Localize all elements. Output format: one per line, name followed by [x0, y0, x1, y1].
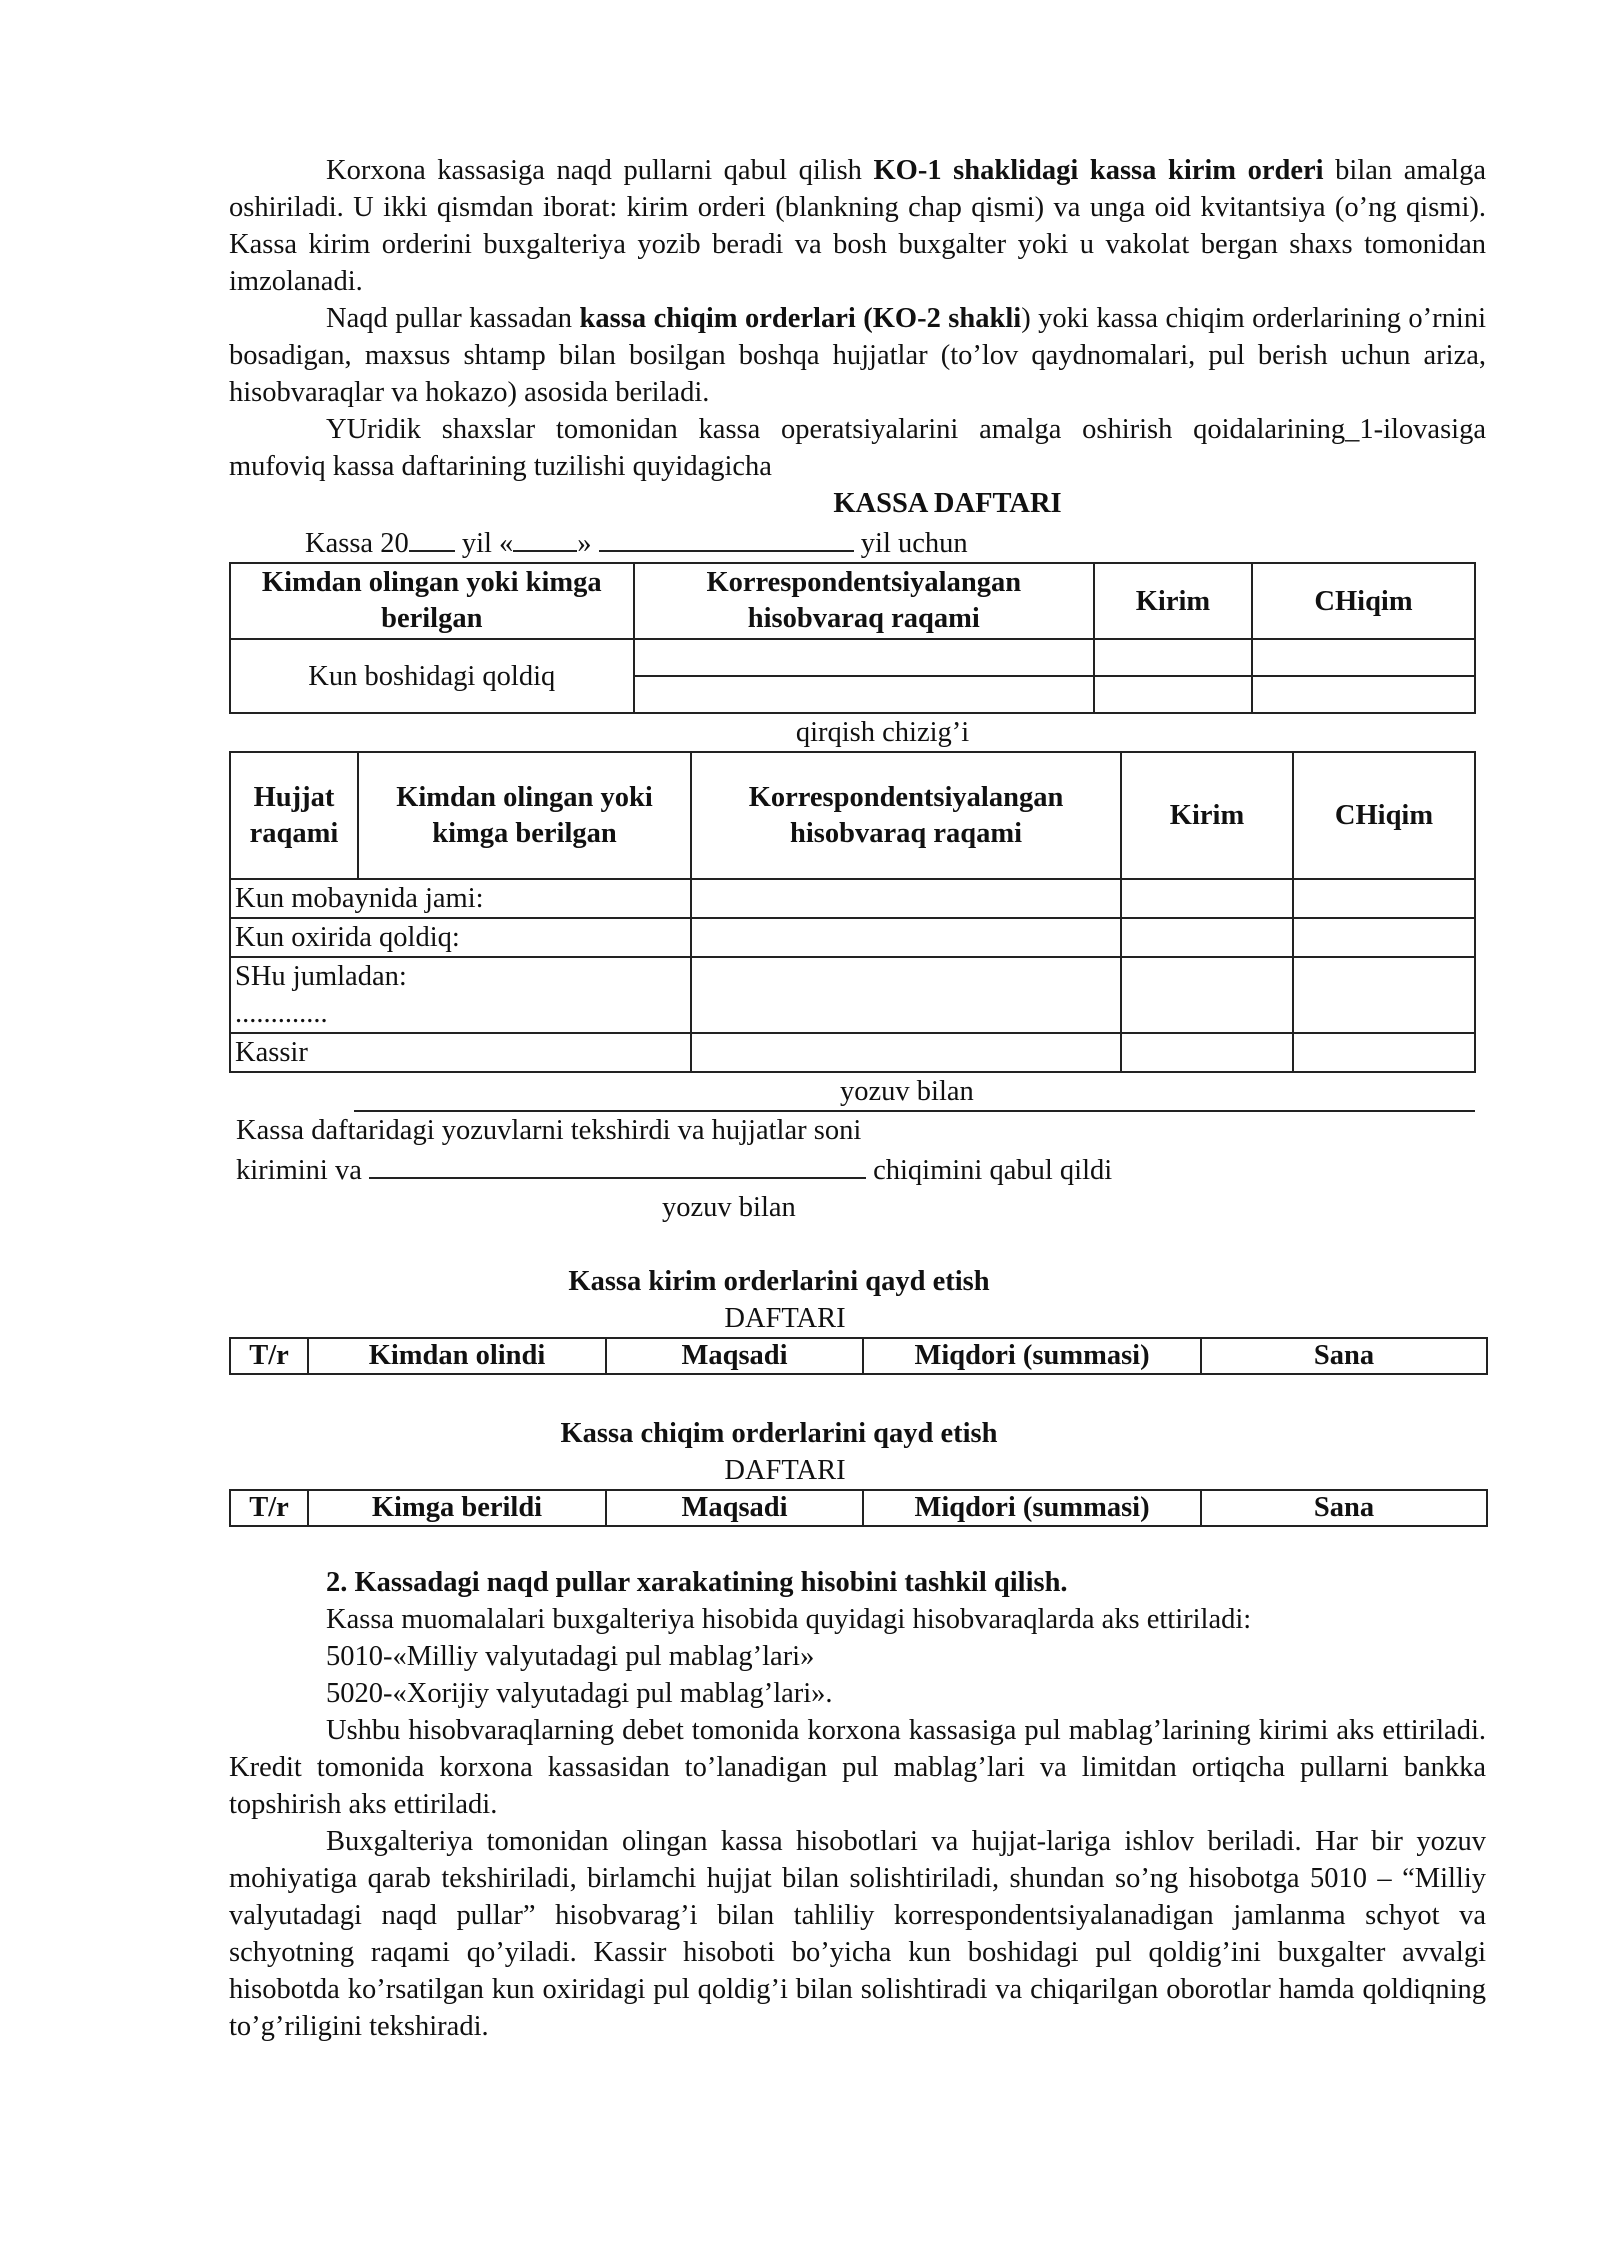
header-cell: Korrespondentsiyalangan hisobvaraq raqami [634, 563, 1094, 639]
text: yil uchun [853, 528, 968, 559]
table-row [230, 1033, 1475, 1072]
cut-line-label: qirqish chizig’i [795, 717, 970, 748]
kassa-daftari-title: KASSA DAFTARI [833, 488, 1062, 519]
signature-line [354, 1073, 1475, 1112]
text-line: 5010-«Milliy valyutadagi pul mablag’lari» [326, 1641, 815, 1672]
empty-cell [1252, 676, 1475, 713]
header-cell: Sana [1201, 1338, 1487, 1374]
table-header-row [230, 1338, 1487, 1374]
header-cell: Hujjat raqami [230, 752, 358, 879]
header-cell: Maqsadi [606, 1490, 863, 1526]
row-label: Kun mobaynida jami: [230, 879, 691, 918]
header-cell: Miqdori (summasi) [863, 1490, 1201, 1526]
blank-line [513, 522, 577, 552]
header-cell: Sana [1201, 1490, 1487, 1526]
check-line-1: Kassa daftaridagi yozuvlarni tekshirdi va hujjatlar soni [236, 1115, 862, 1146]
document-page [229, 152, 1486, 2045]
kirim-register-subtitle: DAFTARI [724, 1303, 846, 1334]
chiqim-register-title: Kassa chiqim orderlarini qayd etish [560, 1418, 998, 1449]
empty-cell [1293, 1033, 1475, 1072]
check-line-2 [229, 1149, 1486, 1189]
header-cell: Kimdan olingan yoki kimga berilgan [358, 752, 691, 879]
caption: yozuv bilan [840, 1076, 974, 1107]
chiqim-register-subtitle: DAFTARI [724, 1455, 846, 1486]
empty-cell [1121, 1033, 1293, 1072]
paragraph-ko1 [229, 152, 1486, 300]
header-cell: T/r [230, 1490, 308, 1526]
row-label: Kassir [230, 1033, 691, 1072]
empty-cell [1252, 639, 1475, 676]
text: ) yoki kassa chiqim orderlarining o’rnini bosadigan, maxsus shtamp bilan bosilgan boshqa hujjatlar (to’lov qaydnomalari, pul berish uchun ariza, hisobvaraqlar va hokazo) asosida beriladi. [229, 303, 1486, 408]
header-cell: Kirim [1094, 563, 1252, 639]
blank-line [599, 522, 854, 552]
empty-cell [1094, 676, 1252, 713]
chiqim-register-table [229, 1489, 1488, 1527]
table-row [230, 957, 1475, 1033]
empty-cell [634, 639, 1094, 676]
kirim-register-title: Kassa kirim orderlarini qayd etish [568, 1266, 990, 1297]
header-cell: T/r [230, 1338, 308, 1374]
text: Korxona kassasiga naqd pullarni qabul qilish [326, 155, 874, 186]
empty-cell [1121, 879, 1293, 918]
header-cell: Miqdori (summasi) [863, 1338, 1201, 1374]
kassa-table-bottom [229, 751, 1476, 1073]
kirim-register-table [229, 1337, 1488, 1375]
header-cell: CHiqim [1252, 563, 1475, 639]
header-cell: Korrespondentsiyalangan hisobvaraq raqami [691, 752, 1121, 879]
empty-cell [1094, 639, 1252, 676]
text: Kassa 20 [305, 528, 409, 559]
text: bilan amalga oshiriladi. U ikki qismdan iborat: kirim orderi (blankning chap qismi) va unga oid kvitantsiya (o’ng qismi). Kassa kirim orderini buxgalteriya yozib beradi va bosh buxgalter yoki u vakolat bergan shaxs tomonidan imzolanadi. [229, 155, 1486, 297]
kassa-table-top [229, 562, 1476, 714]
text: yil « [454, 528, 514, 559]
kassa-date-line [229, 522, 1486, 562]
table-header-row [230, 563, 1475, 639]
blank-line [409, 522, 455, 552]
paragraph-hisobot: Buxgalteriya tomonidan olingan kassa hisobotlari va hujjat-lariga ishlov beriladi. Har bir yozuv mohiyatiga qarab tekshiriladi, birlamchi hujjat bilan solishtiriladi, shundan so’ng hisobotga 5010 – “Milliy valyutadagi naqd pullar” hisobvarag’i bilan tahliliy korrespondentsiyalanadigan jamlanma schyot va schyotning raqami qo’yiladi. Kassir hisoboti bo’yicha kun boshidagi pul qoldig’ini buxgalter avvalgi hisobotda ko’rsatilgan kun oxiridagi pul qoldig’i bilan solishtiradi va chiqarilgan oborotlar hamda qoldiqning to’g’riligini tekshiradi. [229, 1826, 1486, 2042]
empty-cell [1121, 957, 1293, 1033]
empty-cell [1293, 957, 1475, 1033]
row-label: Kun boshidagi qoldiq [230, 639, 634, 713]
text: chiqimini qabul qildi [865, 1155, 1113, 1186]
caption: yozuv bilan [662, 1192, 796, 1223]
spacer [229, 1226, 1486, 1263]
text: Naqd pullar kassadan [326, 303, 580, 334]
header-cell: Kimdan olindi [308, 1338, 606, 1374]
table-row [230, 918, 1475, 957]
empty-cell [691, 879, 1121, 918]
table-header-row [230, 1490, 1487, 1526]
table-header-row [230, 752, 1475, 879]
empty-cell [691, 957, 1121, 1033]
row-label: Kun oxirida qoldiq: [230, 918, 691, 957]
empty-cell [1293, 879, 1475, 918]
header-cell: Kimga berildi [308, 1490, 606, 1526]
header-cell: Maqsadi [606, 1338, 863, 1374]
table-row [230, 879, 1475, 918]
empty-cell [1121, 918, 1293, 957]
text: ............. [235, 998, 328, 1029]
table-row [230, 639, 1475, 676]
blank-line [369, 1149, 866, 1179]
header-cell: Kimdan olingan yoki kimga berilgan [230, 563, 634, 639]
paragraph-debet-kredit: Ushbu hisobvaraqlarning debet tomonida korxona kassasiga pul mablag’larining kirimi aks ettiriladi. Kredit tomonida korxona kassasidan to’lanadigan pul mablag’lari va limitdan ortiqcha pullarni bankka topshirish aks ettiriladi. [229, 1715, 1486, 1820]
empty-cell [634, 676, 1094, 713]
empty-cell [1293, 918, 1475, 957]
spacer [229, 1375, 1486, 1415]
bold-term: KO-1 shaklidagi kassa kirim orderi [873, 155, 1324, 186]
bold-term: kassa chiqim orderlari (KO-2 shakli [579, 303, 1022, 334]
text-line: 5020-«Xorijiy valyutadagi pul mablag’lari». [326, 1678, 833, 1709]
text: » [577, 528, 599, 559]
header-cell: CHiqim [1293, 752, 1475, 879]
paragraph-ko2 [229, 300, 1486, 411]
header-cell: Kirim [1121, 752, 1293, 879]
section-heading: 2. Kassadagi naqd pullar xarakatining hisobini tashkil qilish. [326, 1567, 1068, 1598]
text: SHu jumladan: [235, 961, 407, 992]
paragraph-rules: YUridik shaxslar tomonidan kassa operatsiyalarini amalga oshirish qoidalarining_1-ilovasiga mufoviq kassa daftarining tuzilishi quyidagicha [229, 414, 1486, 482]
text-line: Kassa muomalalari buxgalteriya hisobida quyidagi hisobvaraqlarda aks ettiriladi: [326, 1604, 1252, 1635]
empty-cell [691, 1033, 1121, 1072]
empty-cell [691, 918, 1121, 957]
text: kirimini va [236, 1155, 369, 1186]
spacer [229, 1527, 1486, 1564]
row-label [230, 957, 691, 1033]
